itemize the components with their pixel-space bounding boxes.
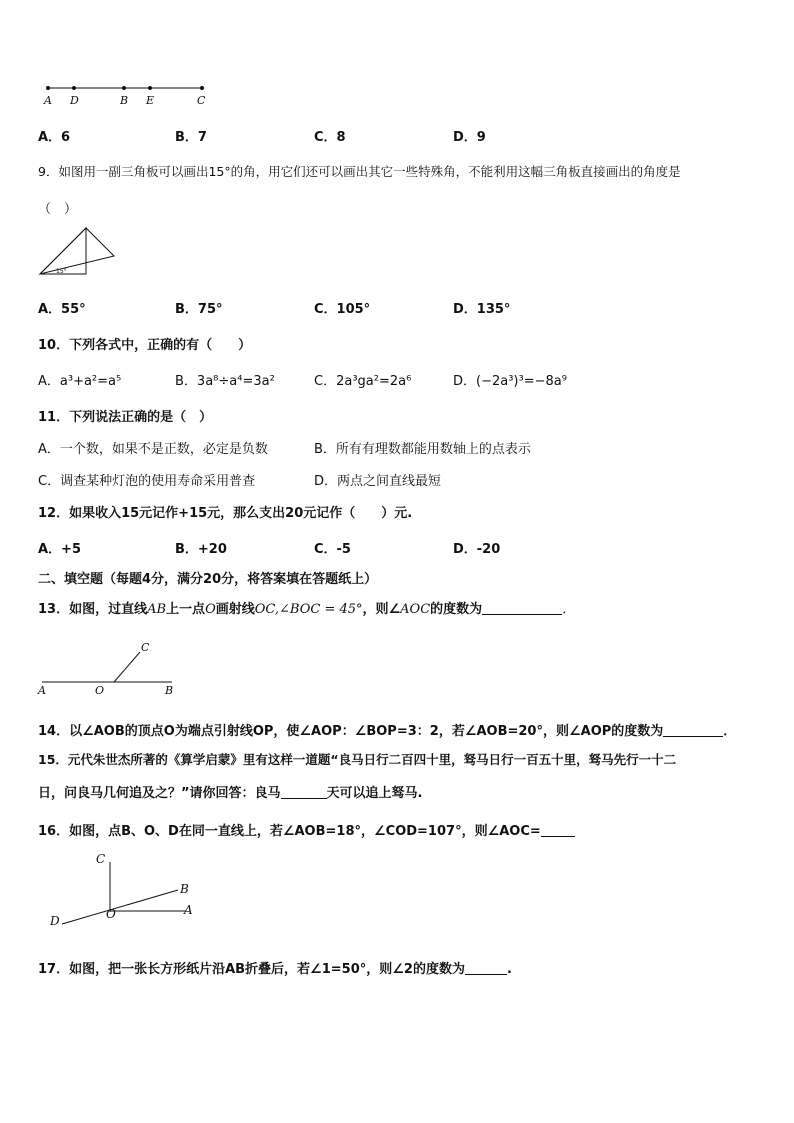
q16-label-d: D [50,914,60,928]
q9-paren: （ ） [38,202,78,217]
ray-oc [114,652,140,682]
angle-label: 15° [56,268,67,275]
q16-label-b: B [180,882,189,896]
q17-stem [38,958,512,977]
q12-option-a[interactable]: A．+5 [38,542,81,557]
q17-answer-blank[interactable] [465,962,507,975]
q12-option-c[interactable]: C．-5 [314,542,351,557]
line-db [62,890,178,924]
q16-label-c: C [96,852,106,866]
q13-label-a: A [38,684,46,697]
q14-answer-blank[interactable] [663,724,723,737]
q11-option-a[interactable]: A．一个数，如果不是正数，必定是负数 [38,442,268,457]
q13-figure [38,638,188,690]
q9-stem: 9．如图用一副三角板可以画出15°的角，用它们还可以画出其它一些特殊角，不能利用这幅三角板直接画出的角度是 [38,164,681,179]
q13-stem [38,598,575,617]
q12-option-d[interactable]: D．-20 [453,542,501,557]
q9-figure [36,226,120,280]
q17-end: . [506,962,512,977]
q11-option-d[interactable]: D．两点之间直线最短 [314,474,442,489]
q12-stem: 12．如果收入15元记作+15元，那么支出20元记作（ ）元. [38,506,413,521]
q13-text-b: 上一点 [166,602,206,617]
section-2-heading: 二、填空题（每题4分，满分20分，将答案填在答题纸上） [38,572,378,587]
q15-text-b: 天可以追上驽马. [326,786,423,801]
q14-end: ． [723,724,737,739]
q14-text: 14．以∠AOB的顶点O为端点引射线OP，使∠AOP：∠BOP=3：2，若∠AOB=20°，则∠AOP的度数为 [38,724,664,739]
label-a: A [44,94,52,107]
q12-option-b[interactable]: B．+20 [175,542,227,557]
q16-label-o: O [106,907,116,921]
q14-stem [38,720,736,739]
q11-option-c[interactable]: C．调查某种灯泡的使用寿命采用普查 [38,474,256,489]
point-e [148,86,152,90]
q13-o: O [205,602,216,617]
q13-text-d: ，则∠ [362,602,401,617]
q13-text-e: 的度数为 [430,602,483,617]
q9-option-d[interactable]: D．135° [453,302,511,317]
q13-label-c: C [141,641,150,654]
q13-answer-blank[interactable] [482,602,562,615]
q8-option-d[interactable]: D．9 [453,130,486,145]
q13-text-c: 画射线 [215,602,255,617]
label-d: D [70,94,79,107]
q10-stem: 10．下列各式中，正确的有（ ） [38,338,252,353]
q10-option-a[interactable]: A．a³+a²=a⁵ [38,374,122,389]
point-a [46,86,50,90]
q13-ab: AB [147,602,167,617]
q15-line-2 [38,782,423,801]
q11-option-b[interactable]: B．所有有理数都能用数轴上的点表示 [314,442,531,457]
q15-text-a: 日，问良马几何追及之？”请你回答：良马 [38,786,281,801]
q9-option-a[interactable]: A．55° [38,302,86,317]
q13-end: ． [562,602,576,617]
label-c: C [197,94,206,107]
q16-text: 16．如图，点B、O、D在同一直线上，若∠AOB=18°，∠COD=107°，则∠AOC= [38,824,541,839]
q13-text-a: 13．如图，过直线 [38,602,148,617]
q8-option-a[interactable]: A．6 [38,130,71,145]
q13-aoc: AOC [400,602,431,617]
q17-text: 17．如图，把一张长方形纸片沿AB折叠后，若∠1=50°，则∠2的度数为 [38,962,465,977]
q9-option-c[interactable]: C．105° [314,302,371,317]
q8-figure [40,80,220,110]
point-c [200,86,204,90]
q11-stem: 11．下列说法正确的是（ ） [38,410,213,425]
q15-line-1: 15．元代朱世杰所著的《算学启蒙》里有这样一道题“良马日行二百四十里，驽马日行一百五十里，驽马先行一十二 [38,752,677,767]
q10-option-b[interactable]: B．3a⁸÷a⁴=3a² [175,374,275,389]
q15-answer-blank[interactable] [281,786,327,799]
label-e: E [146,94,155,107]
q10-option-c[interactable]: C．2a³ga²=2a⁶ [314,374,412,389]
triangle-45 [40,228,114,274]
q8-option-c[interactable]: C．8 [314,130,346,145]
label-b: B [120,94,129,107]
q10-option-d[interactable]: D．(−2a³)³=−8a⁹ [453,374,567,389]
point-d [72,86,76,90]
q16-figure [50,856,200,926]
q13-label-b: B [165,684,174,697]
q16-stem [38,820,575,839]
q9-option-b[interactable]: B．75° [175,302,223,317]
q13-label-o: O [95,684,105,697]
point-b [122,86,126,90]
q8-option-b[interactable]: B．7 [175,130,207,145]
q16-answer-blank[interactable] [541,824,575,837]
q13-oc: OC,∠BOC = 45° [254,602,363,617]
q16-label-a: A [184,903,193,917]
